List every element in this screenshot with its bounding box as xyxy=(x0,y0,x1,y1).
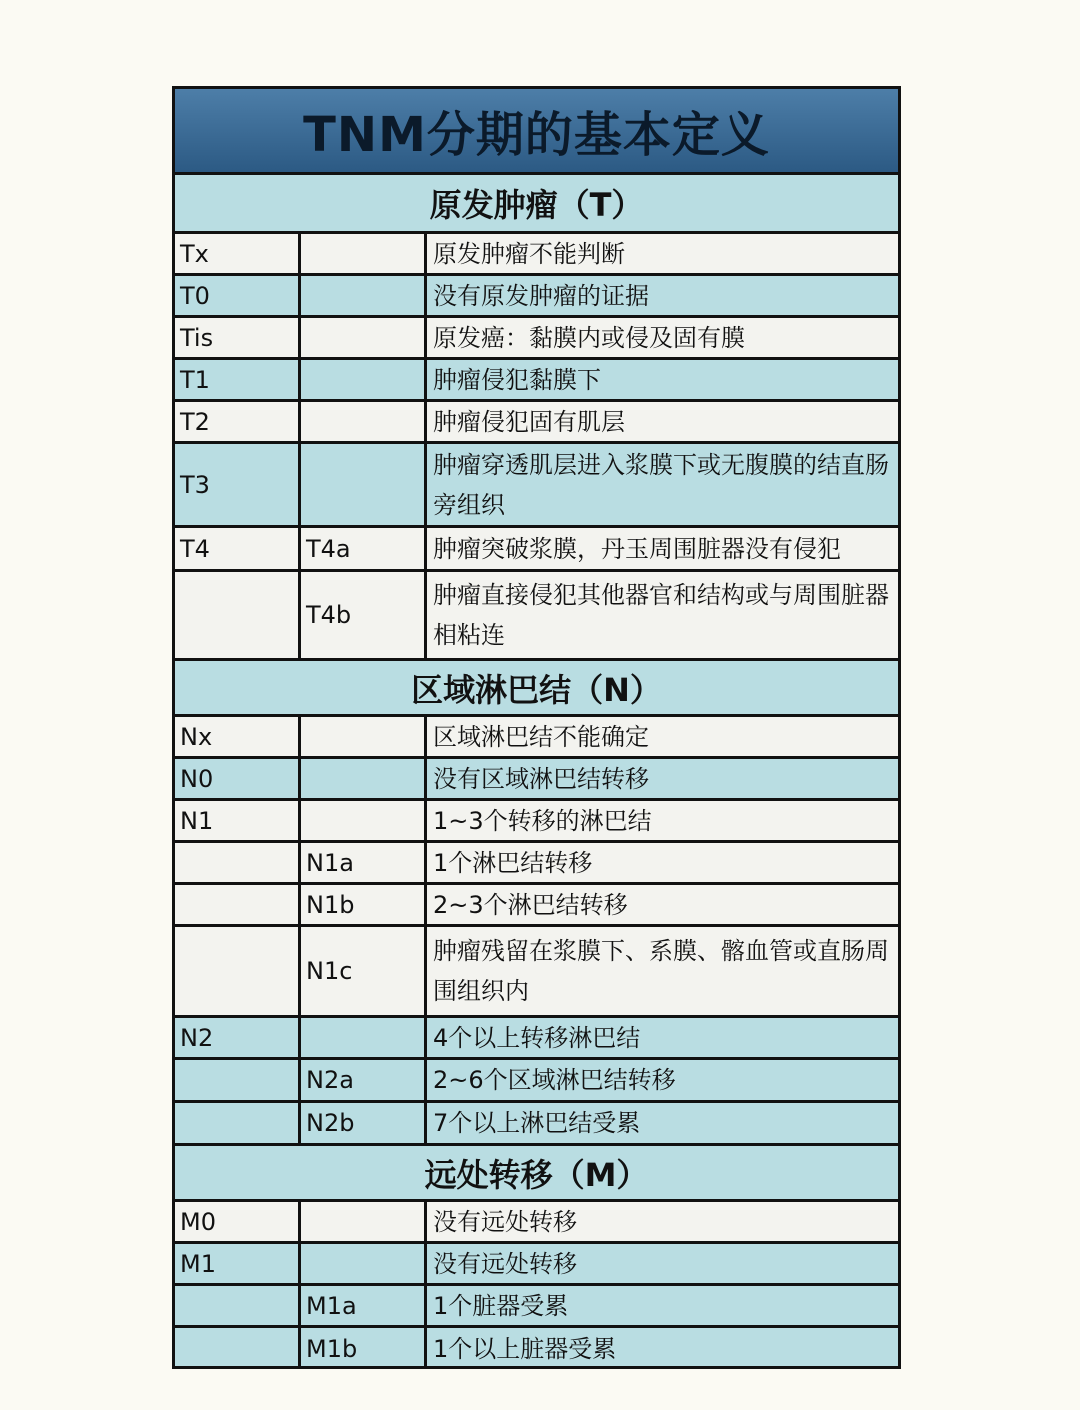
table-row xyxy=(175,234,898,276)
table-row xyxy=(175,444,898,528)
table-row xyxy=(175,1103,898,1146)
stage-description: 原发癌：黏膜内或侵及固有膜 xyxy=(433,323,745,352)
stage-description: 2~6个区域淋巴结转移 xyxy=(433,1066,676,1094)
stage-code: Tx xyxy=(175,234,301,273)
stage-description: 没有远处转移 xyxy=(433,1249,577,1278)
stage-description: 2~3个淋巴结转移 xyxy=(433,890,628,919)
stage-code: N0 xyxy=(175,759,301,798)
table-row xyxy=(175,1328,898,1369)
sub-stage xyxy=(301,276,427,315)
sub-stage: N1b xyxy=(301,885,427,924)
table-row xyxy=(175,1060,898,1103)
stage-code: N2 xyxy=(175,1018,301,1057)
sub-stage: N1a xyxy=(301,843,427,882)
sub-stage xyxy=(301,444,427,525)
stage-code: T0 xyxy=(175,276,301,315)
table-row xyxy=(175,1244,898,1286)
tnm-table xyxy=(172,86,901,1369)
sub-stage: M1b xyxy=(301,1328,427,1369)
stage-code: Nx xyxy=(175,717,301,756)
sub-stage xyxy=(301,717,427,756)
stage-code: T4 xyxy=(175,528,301,569)
table-row xyxy=(175,1286,898,1328)
stage-code xyxy=(175,1103,301,1143)
table-row xyxy=(175,1018,898,1060)
section-header-n: 区域淋巴结（N） xyxy=(175,661,898,717)
stage-description: 1个以上脏器受累 xyxy=(433,1335,617,1363)
stage-description: 1~3个转移的淋巴结 xyxy=(433,806,652,835)
stage-code: N1 xyxy=(175,801,301,840)
section-header-t: 原发肿瘤（T） xyxy=(175,175,898,234)
stage-code xyxy=(175,572,301,658)
table-row xyxy=(175,717,898,759)
table-row xyxy=(175,276,898,318)
sub-stage xyxy=(301,360,427,399)
section-header-m: 远处转移（M） xyxy=(175,1146,898,1202)
stage-code xyxy=(175,927,301,1015)
sub-stage: N1c xyxy=(301,927,427,1015)
stage-code: T3 xyxy=(175,444,301,525)
table-row xyxy=(175,885,898,927)
stage-description: 区域淋巴结不能确定 xyxy=(433,722,649,751)
sub-stage xyxy=(301,402,427,441)
stage-code: Tis xyxy=(175,318,301,357)
stage-code xyxy=(175,1060,301,1100)
table-row xyxy=(175,528,898,572)
stage-description: 7个以上淋巴结受累 xyxy=(433,1109,641,1137)
table-row xyxy=(175,843,898,885)
stage-code xyxy=(175,885,301,924)
table-row xyxy=(175,572,898,661)
stage-description: 没有原发肿瘤的证据 xyxy=(433,281,649,310)
table-row xyxy=(175,759,898,801)
stage-description: 肿瘤残留在浆膜下、系膜、髂血管或直肠周围组织内 xyxy=(433,937,889,1005)
sub-stage: T4a xyxy=(301,528,427,569)
sub-stage xyxy=(301,318,427,357)
stage-description: 肿瘤直接侵犯其他器官和结构或与周围脏器相粘连 xyxy=(433,581,889,649)
sub-stage xyxy=(301,1202,427,1241)
table-row xyxy=(175,801,898,843)
sub-stage xyxy=(301,1018,427,1057)
table-row xyxy=(175,360,898,402)
stage-description: 没有区域淋巴结转移 xyxy=(433,764,649,793)
sub-stage: N2a xyxy=(301,1060,427,1100)
table-row xyxy=(175,402,898,444)
stage-description: 1个淋巴结转移 xyxy=(433,848,593,877)
page-title: TNM分期的基本定义 xyxy=(175,89,898,175)
stage-code: T2 xyxy=(175,402,301,441)
stage-code xyxy=(175,1328,301,1369)
stage-description: 肿瘤突破浆膜，丹玉周围脏器没有侵犯 xyxy=(433,534,841,563)
stage-code xyxy=(175,1286,301,1325)
stage-description: 原发肿瘤不能判断 xyxy=(433,239,625,268)
sub-stage xyxy=(301,801,427,840)
stage-description: 肿瘤穿透肌层进入浆膜下或无腹膜的结直肠旁组织 xyxy=(433,450,889,519)
sub-stage: N2b xyxy=(301,1103,427,1143)
sub-stage xyxy=(301,759,427,798)
stage-code: T1 xyxy=(175,360,301,399)
stage-description: 肿瘤侵犯黏膜下 xyxy=(433,365,601,394)
sub-stage xyxy=(301,1244,427,1283)
table-row xyxy=(175,1202,898,1244)
sub-stage xyxy=(301,234,427,273)
stage-description: 4个以上转移淋巴结 xyxy=(433,1023,641,1052)
sub-stage: M1a xyxy=(301,1286,427,1325)
table-row xyxy=(175,927,898,1018)
stage-code xyxy=(175,843,301,882)
stage-description: 1个脏器受累 xyxy=(433,1291,569,1320)
stage-code: M1 xyxy=(175,1244,301,1283)
stage-code: M0 xyxy=(175,1202,301,1241)
stage-description: 肿瘤侵犯固有肌层 xyxy=(433,407,625,436)
stage-description: 没有远处转移 xyxy=(433,1207,577,1236)
table-row xyxy=(175,318,898,360)
sub-stage: T4b xyxy=(301,572,427,658)
